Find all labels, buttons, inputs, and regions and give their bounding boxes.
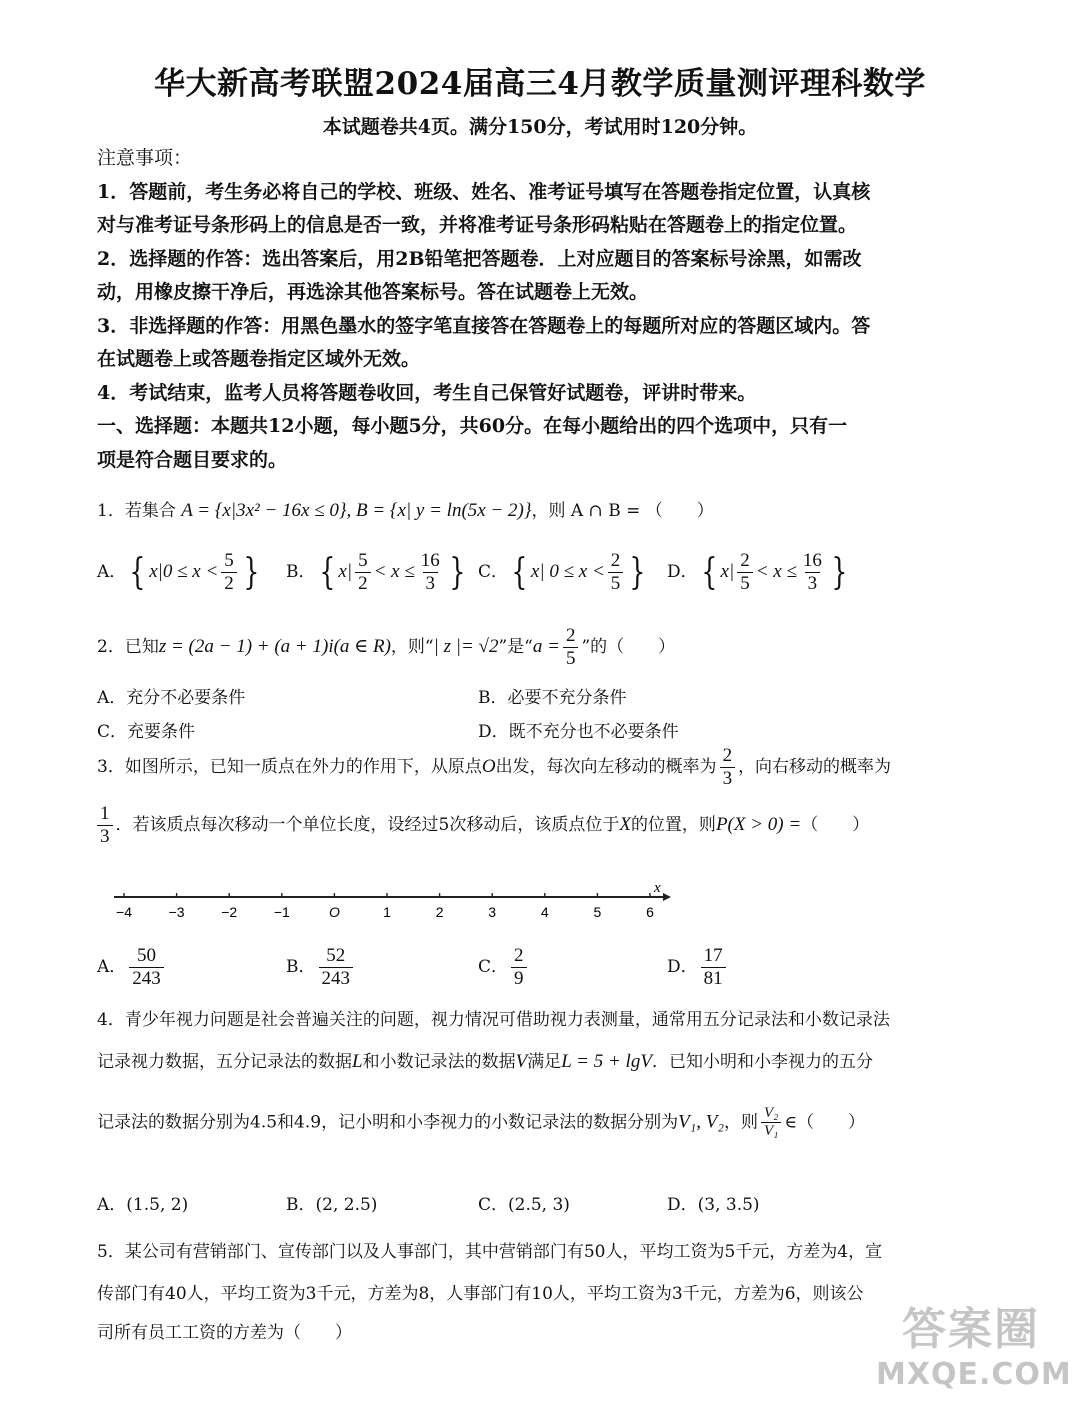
option-label: C． [478,561,509,582]
option-expr: x| [338,560,353,582]
fraction: $\frac{\text{V₂}}{\text{V₁}}$ [761,1105,781,1141]
q3-text: 的位置，则 [630,814,716,835]
fraction: $\frac{52}{243}$ [319,945,354,990]
fraction: $\frac{2}{9}$ [511,945,527,990]
fraction: $\frac{1}{3}$ [97,803,113,848]
tick-label: 5 [593,904,602,920]
q2-cond: | z |= √2 [433,635,499,657]
q2-option-d[interactable]: D．既不充分也不必要条件 [478,722,679,742]
tick-label: −4 [116,904,132,920]
q3-option-c[interactable] [478,945,530,990]
tick-label: 2 [435,904,444,920]
q2-option-b[interactable]: B．必要不充分条件 [478,688,627,708]
tick-label: 1 [383,904,391,920]
q1-suffix: ，则 A ∩ B = （ ） [531,501,714,521]
note-line: 在试题卷上或答题卷指定区域外无效。 [97,348,421,370]
fraction: $\frac{5}{2}$ [221,550,237,595]
option-label: C． [478,956,509,977]
fraction: $\frac{17}{81}$ [701,945,726,990]
fraction: $\frac{2}{5}$ [737,550,753,595]
q3-option-d[interactable] [667,945,729,990]
q4-vars: V₁, V₂ [678,1111,725,1133]
q4-option-c[interactable]: C．(2.5, 3) [478,1195,570,1215]
question-1 [97,496,997,522]
q1-option-a[interactable] [97,550,263,595]
option-label: A． [97,956,127,977]
q4-text: 记录法的数据分别为4.5和4.9，记小明和小李视力的小数记录法的数据分别为 [97,1112,679,1133]
question-3-line-1 [97,745,997,790]
right-brace-icon: } [449,551,466,593]
option-expr: x| [720,560,735,582]
q3-text: （ ） [801,814,870,835]
q4-text: ∈（ ） [784,1112,865,1133]
question-4-line-2 [97,1047,997,1073]
q2-cond2: a = [532,635,560,657]
q4-text: ．已知小明和小李视力的五分 [651,1052,873,1072]
question-5-line-2: 传部门有40人，平均工资为3千元，方差为8，人事部门有10人，平均工资为3千元，方差为6，则该公 [97,1284,864,1304]
option-label: A． [97,561,127,582]
axis-arrow-icon [663,893,671,901]
q4-option-a[interactable]: A．(1.5, 2) [97,1195,189,1215]
fraction: $\frac{50}{243}$ [129,945,164,990]
option-expr: x| 0 ≤ x < [530,560,605,582]
q3-text: ．若该质点每次移动一个单位长度，设经过5次移动后，该质点位于 [115,814,620,835]
q4-formula: L = 5 + lgV [561,1051,652,1072]
left-brace-icon: { [318,551,335,593]
note-line: 3．非选择题的作答：用黑色墨水的签字笔直接答在答题卷上的每题所对应的答题区域内。答 [97,314,871,337]
number-line-svg [108,880,678,925]
number-line-figure [108,880,678,929]
section-heading-2: 项是符合题目要求的。 [97,448,288,471]
left-brace-icon: { [511,551,528,593]
axis-label: x [654,880,661,896]
question-4-line-1: 4．青少年视力问题是社会普遍关注的问题，视力情况可借助视力表测量，通常用五分记录法和小数记录法 [97,1010,890,1030]
q2-option-c[interactable]: C．充要条件 [97,722,196,742]
q2-text: ”的（ ） [581,636,676,657]
q2-text: ”是“ [498,636,533,657]
fraction: $\frac{2}{5}$ [563,625,579,670]
q3-option-b[interactable] [286,945,356,990]
note-line: 4．考试结束，监考人员将答题卷收回，考生自己保管好试题卷，评讲时带来。 [97,381,757,404]
tick-label: 6 [646,904,654,920]
q1-option-c[interactable] [478,550,649,595]
tick-label: O [328,904,340,920]
option-label: D． [667,956,698,977]
note-line: 动，用橡皮擦干净后，再选涂其他答案标号。答在试题卷上无效。 [97,281,649,303]
option-label: B． [286,956,316,977]
q4-var: V [515,1051,528,1072]
option-label: D． [667,561,698,582]
right-brace-icon: } [629,551,646,593]
q4-text: 记录视力数据，五分记录法的数据 [97,1052,352,1072]
notes-heading: 注意事项： [97,147,193,169]
option-expr: < x ≤ [755,560,797,582]
q4-option-b[interactable]: B．(2, 2.5) [286,1195,378,1215]
question-5-line-1: 5．某公司有营销部门、宣传部门以及人事部门，其中营销部门有50人，平均工资为5千元，方差为4，宣 [97,1242,883,1262]
fraction: $\frac{2}{3}$ [720,745,736,790]
q3-text: ，向右移动的概率为 [738,756,892,777]
q2-text: 2．已知 [97,636,159,657]
page-title: 华大新高考联盟2024届高三4月教学质量测评理科数学 [154,66,926,102]
watermark-bottom: MXQE.COM [876,1357,1072,1392]
option-expr: x|0 ≤ x < [149,560,219,582]
exam-info: 本试题卷共4页。满分150分，考试用时120分钟。 [322,116,758,138]
q2-option-a[interactable]: A．充分不必要条件 [97,688,246,708]
tick-label: −2 [221,904,238,920]
watermark-top: 答案圈 [902,1304,1040,1355]
q4-var: L [352,1051,363,1072]
option-expr: < x ≤ [373,560,415,582]
question-4-line-3 [97,1105,997,1141]
q4-text: ，则 [724,1112,759,1133]
right-brace-icon: } [831,551,848,593]
left-brace-icon: { [701,551,718,593]
q3-origin: O [481,755,496,777]
fraction: $\frac{5}{2}$ [355,550,371,595]
q1-option-d[interactable] [667,550,851,595]
q1-prefix: 1．若集合 [97,501,176,521]
question-3-line-2 [97,803,997,848]
tick-label: −3 [168,904,185,920]
fraction: $\frac{16}{3}$ [420,550,440,594]
fraction: $\frac{2}{5}$ [608,550,624,595]
question-2 [97,625,997,670]
tick-label: 4 [540,904,549,920]
q2-expr: z = (2a − 1) + (a + 1)i(a ∈ R) [158,635,391,657]
note-line: 1．答题前，考生务必将自己的学校、班级、姓名、准考证号填写在答题卷指定位置，认真核 [97,180,871,203]
q3-option-a[interactable] [97,945,167,990]
fraction: $\frac{16}{3}$ [802,550,822,594]
tick-label: 3 [488,904,497,920]
q3-var: X [619,813,631,835]
q1-set-a: A = {x|3x² − 16x ≤ 0} [181,500,347,521]
option-label: B． [286,561,316,582]
question-5-line-3: 司所有员工工资的方差为（ ） [97,1323,352,1343]
left-brace-icon: { [129,551,146,593]
q1-option-b[interactable] [286,550,469,595]
q3-prob: P(X > 0) = [715,813,802,835]
q3-text: 3．如图所示，已知一质点在外力的作用下，从原点 [97,756,482,777]
q3-text: 出发，每次向左移动的概率为 [495,756,717,777]
notes-block [97,142,992,477]
q4-text: 和小数记录法的数据 [362,1052,516,1072]
q2-text: ，则“ [390,636,434,657]
q4-text: 满足 [527,1052,562,1072]
section-heading-1: 一、选择题：本题共12小题，每小题5分，共60分。在每小题给出的四个选项中，只有一 [97,415,848,437]
watermark-logo [876,1293,1072,1403]
tick-label: −1 [273,904,290,920]
q1-set-b: , B = {x| y = ln(5x − 2)} [346,500,532,521]
note-line: 对与准考证号条形码上的信息是否一致，并将准考证号条形码粘贴在答题卷上的指定位置。 [97,214,858,236]
q4-option-d[interactable]: D．(3, 3.5) [667,1195,760,1215]
note-line: 2．选择题的作答：选出答案后，用2B铅笔把答题卷．上对应题目的答案标号涂黑，如需改 [97,247,862,270]
right-brace-icon: } [243,551,260,593]
